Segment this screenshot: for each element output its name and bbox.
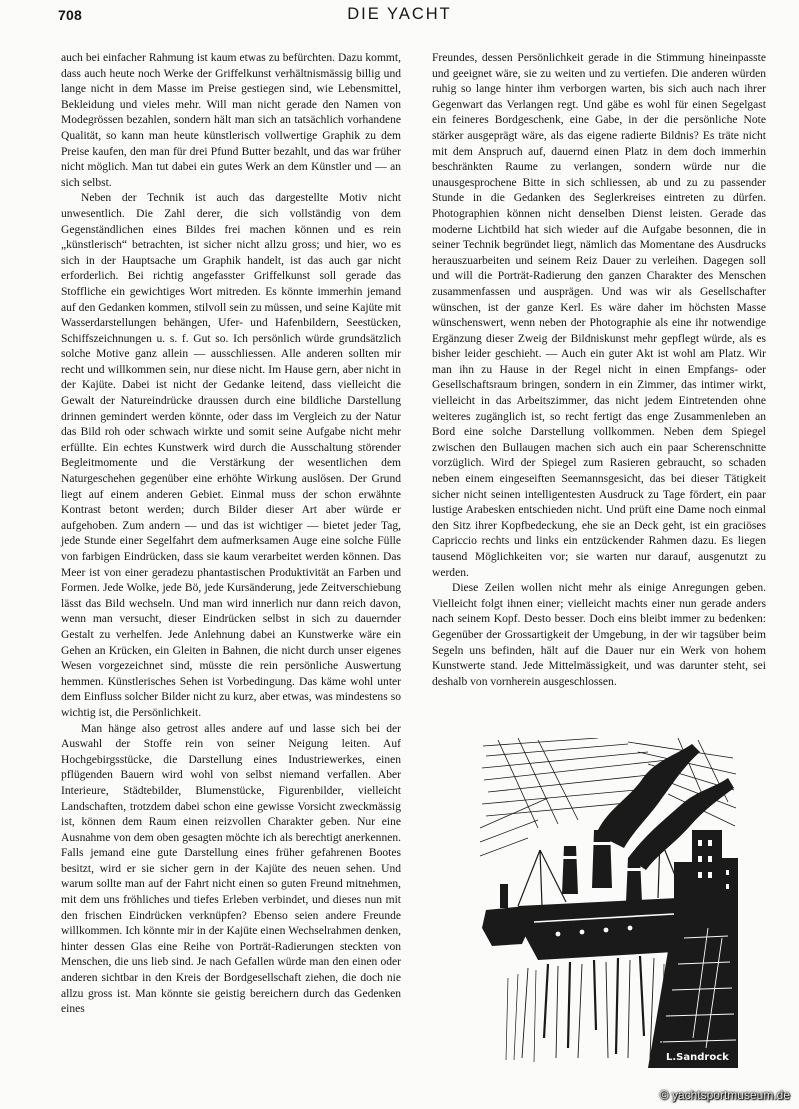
steamship-hull xyxy=(518,898,692,960)
paragraph: Freundes, dessen Persönlichkeit gerade in die Stimmung hineinpasste und geeignet wäre, sie zu weiten und zu vertiefen. Die anderen würden ruhig so lange hinter ihm verborgen warten, bis sich auch nach ihrer Gegenwart das Verlangen regt. Und gäbe es wohl für einen Segelgast ein feineres Bordgeschenk, eine Gabe, in der die persönliche Note stärker ausgeprägt wäre, als das eigene radierte Bildnis? Es träte nicht mit dem Anspruch auf, dauernd einen Platz in dem doch immerhin beschränkten Raume zu verlangen, sondern würde nur die unausgesprochene Bitte in sich schliessen, ab und zu zu passender Stunde in die Gedanken des Seglerkreises eintreten zu dürfen. Photographien können nicht denselben Dienst leisten. Gerade das moderne Lichtbild hat sich wieder auf die Aufgabe besonnen, die in seiner Technik begründet liegt, nämlich das Momentane des Ausdrucks herauszuarbeiten und seinem Reiz Dauer zu verleihen. Dagegen soll und will die Porträt-Radierung den ganzen Charakter des Menschen zusammenfassen und ausprägen. Und was wir als Gesellschafter wünschen, ist der ganze Kerl. Es wäre daher im höchsten Masse wünschenswert, wenn neben der Photographie als eine ihr notwendige Ergänzung dieser Zweig der Bildniskunst mehr gepflegt würde, als es bisher leider geschieht. — Auch ein guter Akt ist wohl am Platz. Wir man ihn zu Hause in der Regel nicht in einen Empfangs- oder Gesellschaftsraum bringen, sondern in ein Zimmer, das intimer wirkt, vielleicht in das Arbeitszimmer, das nicht jedem Eintretenden ohne weiteres zugänglich ist, so recht fertigt das enge Zusammenleben an Bord eine solche Darstellung vollkommen. Neben dem Spiegel zwischen den Bullaugen machen sich auch ein paar Scherenschnitte vorzüglich. Wird der Spiegel zum Rasieren gebraucht, so schaden neben einem eingeseiften Seemannsgesicht, das bei dieser Tätigkeit sicher nicht seinen intelligentesten Ausdruck zu Tage fördert, ein paar lustige Arabesken entschieden nicht. Und prüft eine Dame noch einmal den Sitz ihrer Kopfbedeckung, ehe sie an Deck geht, ist ein graciöses Capriccio rechts und links ein entzückender Rahmen dazu. Es liegen tausend Möglichkeiten vor; sie warten nur darauf, ausgenutzt zu werden. xyxy=(432,52,766,579)
copyright-watermark: © yachtsportmuseum.de xyxy=(659,1088,790,1102)
right-column xyxy=(432,51,766,690)
page-header xyxy=(0,0,799,30)
left-column xyxy=(61,51,401,1018)
paragraph: Neben der Technik ist auch das dargestellte Motiv nicht unwesentlich. Die Zahl derer, die sich vollständig von dem Gegenständlichen eines Bildes frei machen können und es rein „künstlerisch“ betrachten, ist sicher nicht allzu gross; und hier, wo es sich in der Hauptsache um Graphik handelt, ist das auch gar nicht erforderlich. Bei richtig angefasster Griffelkunst soll gerade das Stoffliche ein gewichtiges Wort mitreden. Es könnte immerhin jemand auf den Gedanken kommen, stilvoll sein zu müssen, und seine Kajüte mit Wasserdarstellungen behängen, Ufer- und Hafenbildern, Seestücken, Schiffszeichnungen u. s. f. Gut so. Ich persönlich würde grundsätzlich solche Motive ganz allein — ausschliessen. Alle anderen sollten mir recht und willkommen sein, nur diese nicht. Im Hause gern, aber nicht in der Kajüte. Dabei ist nicht der Gedanke leitend, dass vielleicht die Gewalt der Natureindrücke draussen durch eine bildliche Darstellung drinnen gemindert werden könnte, oder dass im Vergleich zu der Natur das Bild roh oder schwach wirkte und somit seine Aufgabe nicht mehr erfüllte. Ein echtes Kunstwerk wird durch die Ausschaltung störender Begleitmomente und die Verstärkung der wesentlichen dem Naturgeschehen gegenüber eine erhöhte Wirkung auslösen. Der Grund liegt auf einem anderen Gebiet. Einmal muss der schon erwähnte Kontrast betont werden; durch Bilder dieser Art aber würde er aufgehoben. Zum andern — und das ist wichtiger — bietet jeder Tag, jede Stunde einer Segelfahrt dem aufmerksamen Auge eine solche Fülle von farbigen Eindrücken, dass sie kaum verarbeitet werden können. Das Meer ist von einer geradezu phantastischen Produktivität an Farben und Formen. Jede Wolke, jede Bö, jede Kursänderung, jede Zeitverschiebung lässt das Bild wechseln. Und man wird innerlich nur dann reich davon, wenn man versucht, dieser Eindrücken selbst in sich zu dauernder Gestalt zu verhelfen. Jede Anlehnung dabei an Kunstwerke wäre ein Gehen an Krücken, ein Gleiten in Bahnen, die nicht durch unser eigenes Wesen vorgezeichnet sind, müsste die rein persönliche Auswertung hemmen. Künstlerisches Sehen ist Vorbedingung. Das käme wohl unter dem Einfluss solcher Bilder nicht zu kurz, aber etwas, was mindestens so wichtig ist, die Persönlichkeit. xyxy=(61,192,401,719)
steamship-funnels xyxy=(562,830,642,902)
artist-signature: L.Sandrock xyxy=(666,1052,729,1063)
paragraph: Man hänge also getrost alles andere auf und lasse sich bei der Auswahl der Stoffe rein von seiner Neigung leiten. Auf Hochgebirgsstücke, die Darstellung eines Industriewerkes, einen pflügenden Bauern wird wohl von selbst niemand verfallen. Aber Interieure, Städtebilder, Blumenstücke, Figurenbilder, vielleicht Landschaften, trotzdem dabei schon eine gewisse Vorsicht zweckmässig ist, können dem Raum einen reizvollen Charakter geben. Nur eine Ausnahme von dem oben gesagten möchte ich als berechtigt anerkennen. Falls jemand eine gute Darstellung eines früher gefahrenen Bootes besitzt, wird er sie sicher gern in der Kajüte des neuen sehen. Und warum sollte man auf der Fahrt nicht einen so guten Freund mitnehmen, mit dem uns fröhliches und tiefes Erleben verbindet, und dieses nun mit den frischen Eindrücken verknüpfen? Ebenso seien andere Freunde willkommen. Ich könnte mir in der Kajüte einen Wechselrahmen denken, hinter dessen Glas eine Reihe von Porträt-Radierungen steckten von Menschen, die uns lieb sind. Je nach Gefallen würde man den einen oder anderen sichtbar in den Kreis der Bordgesellschaft ziehen, die doch nie allzu gross ist. Man könnte sie geistig bereichern durch das Gedenken eines xyxy=(61,722,401,1016)
paragraph: Diese Zeilen wollen nicht mehr als einige Anregungen geben. Vielleicht folgt ihnen einer; vielleicht machts einer nun gerade anders nach seinem Kopf. Desto besser. Doch eins bleibt immer zu bedenken: Gegenüber der Grossartigkeit der Umgebung, in der wir tagsüber beim Segeln uns befinden, hält auf die Dauer nur ein Werk von hohem Kunstwerte stand. Jede Mittelmässigkeit, und was darunter steht, sei deshalb von vornherein ausgeschlossen. xyxy=(432,582,766,688)
running-title: DIE YACHT xyxy=(347,5,452,23)
tugboat xyxy=(482,884,532,946)
water-reflections xyxy=(506,956,664,1062)
harbor-steamship-illustration xyxy=(478,738,740,1068)
page-number: 708 xyxy=(58,7,82,23)
paragraph: auch bei einfacher Rahmung ist kaum etwas zu befürchten. Dazu kommt, dass auch heute noch Werke der Griffelkunst verhältnismässig billig und lange nicht in dem Masse im Preise gestiegen sind, wie Lebensmittel, Bekleidung und vieles mehr. Will man nicht gerade den Namen von Modegrössen bezahlen, sondern hält man sich an tatsächlich vorhandene Qualität, so kann man heute künstlerisch vollwertige Graphik zu dem Preise kaufen, den man für drei Pfund Butter bezahlt, und das war früher nicht möglich. Man tut dabei ein gutes Werk an dem Künstler und — an sich selbst. xyxy=(61,52,401,189)
